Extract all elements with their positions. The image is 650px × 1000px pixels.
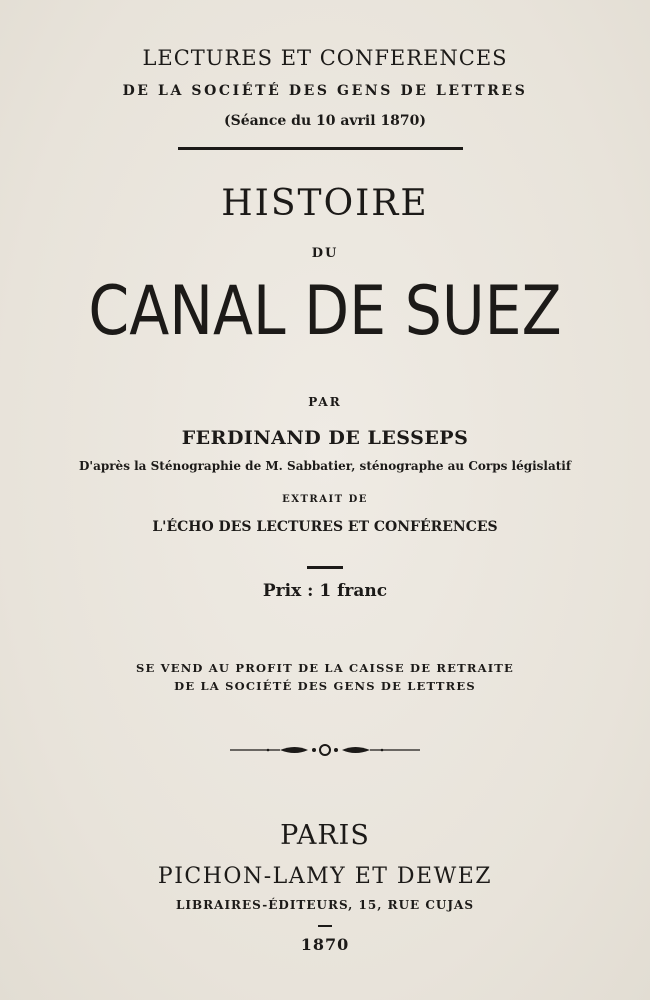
- author-name: FERDINAND DE LESSEPS: [181, 427, 469, 449]
- series-subtitle: DE LA SOCIÉTÉ DES GENS DE LETTRES: [122, 83, 528, 99]
- title-line-histoire: HISTOIRE: [221, 183, 429, 224]
- extract-source: L'ÉCHO DES LECTURES ET CONFÉRENCES: [152, 519, 498, 535]
- stenography-note: D'après la Sténographie de M. Sabbatier, sténographe au Corps législatif: [78, 459, 572, 473]
- top-rule-divider: [178, 147, 463, 150]
- sale-note-line-1: SE VEND AU PROFIT DE LA CAISSE DE RETRAITE: [135, 661, 515, 675]
- price: Prix : 1 franc: [262, 581, 388, 601]
- publication-year: 1870: [300, 935, 350, 954]
- session-date: (Séance du 10 avril 1870): [223, 113, 427, 129]
- year-rule-divider: [318, 925, 332, 927]
- sale-note-line-2: DE LA SOCIÉTÉ DES GENS DE LETTRES: [174, 679, 476, 693]
- publisher-name: PICHON-LAMY ET DEWEZ: [157, 864, 493, 889]
- series-title: LECTURES ET CONFERENCES: [142, 46, 508, 70]
- publisher-address: LIBRAIRES-ÉDITEURS, 15, RUE CUJAS: [175, 898, 475, 912]
- title-connector: DU: [311, 246, 339, 261]
- main-title: CANAL DE SUEZ: [88, 272, 562, 351]
- short-rule-divider: [307, 566, 343, 569]
- extract-label: EXTRAIT DE: [282, 494, 368, 505]
- by-label: PAR: [308, 395, 342, 409]
- ornament-divider-icon: [230, 740, 420, 760]
- publication-city: PARIS: [280, 820, 370, 851]
